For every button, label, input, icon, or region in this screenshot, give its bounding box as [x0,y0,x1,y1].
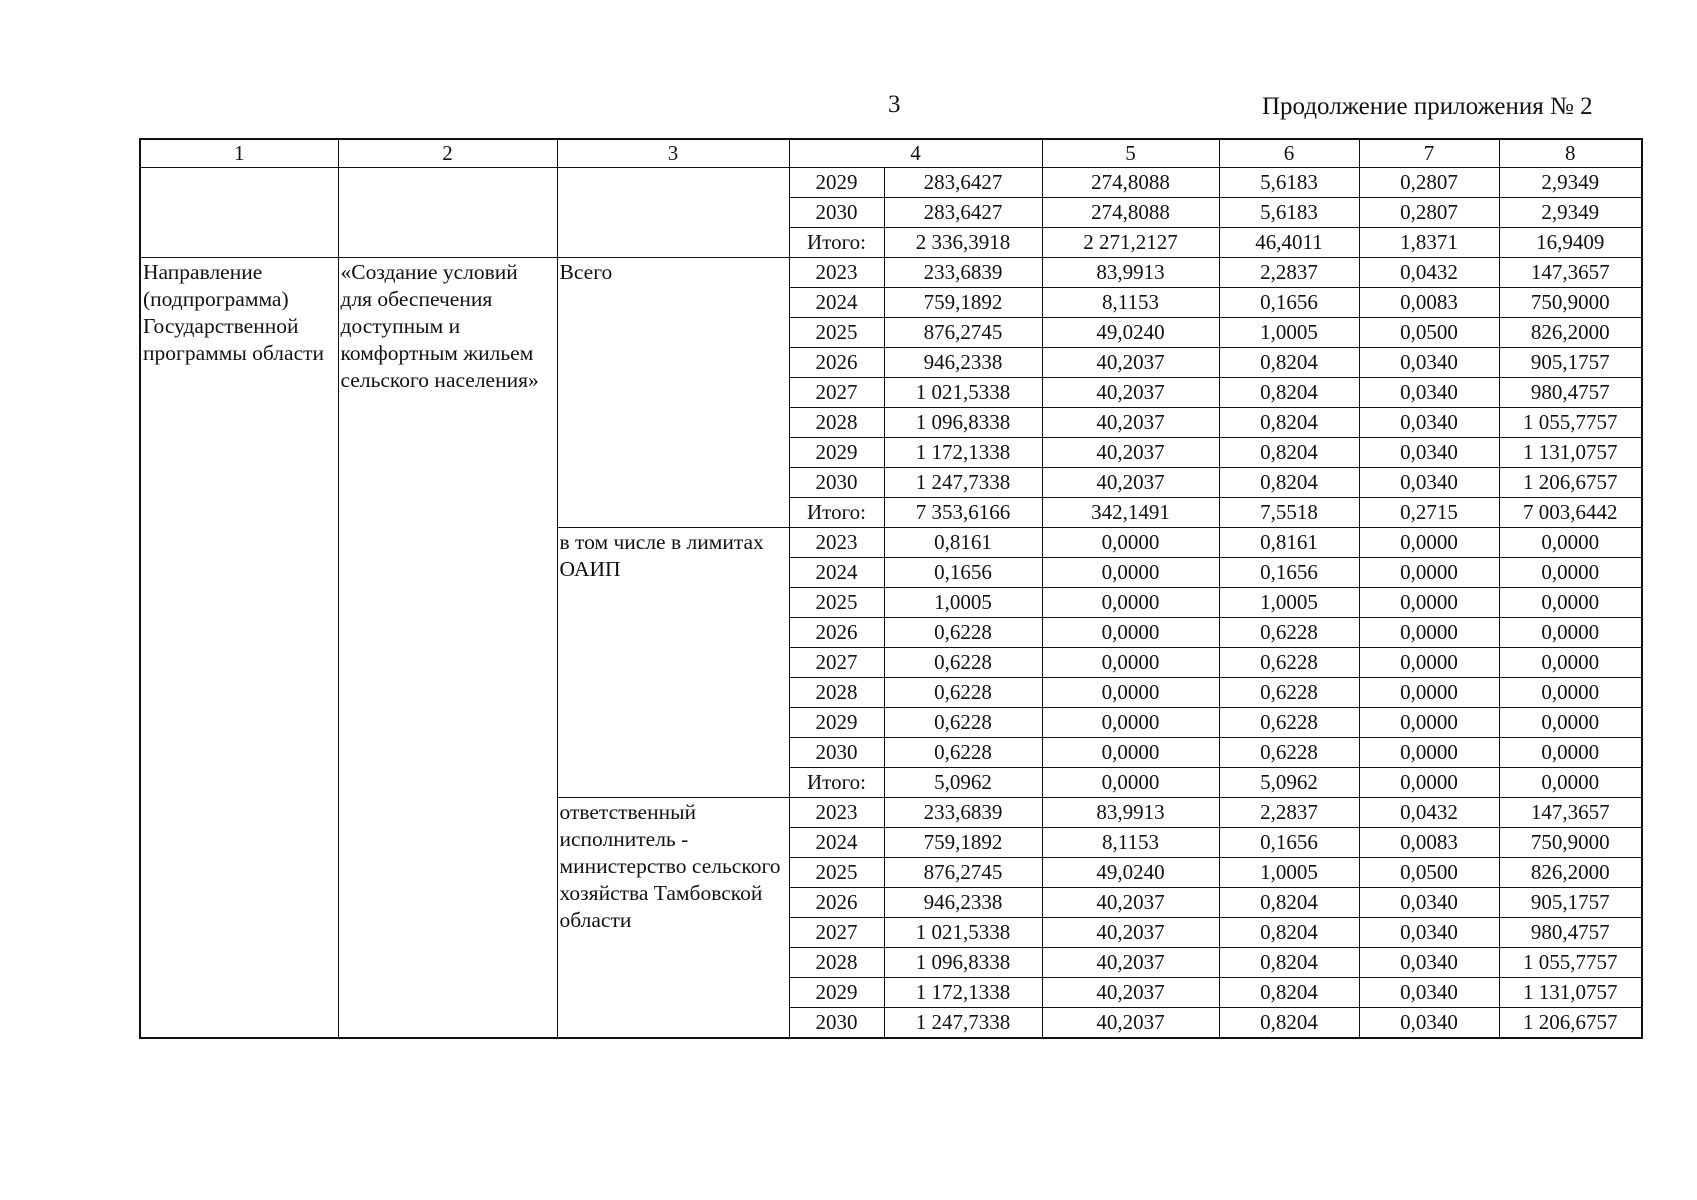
amount-cell: 1,0005 [1219,588,1359,618]
amount-cell: 946,2338 [884,888,1042,918]
amount-cell: 876,2745 [884,858,1042,888]
amount-cell: 0,2807 [1359,168,1499,198]
year-cell: 2029 [789,438,884,468]
column-number-cell: 3 [557,139,789,168]
direction-name-cell: «Создание условий для обеспечения доступным и комфортным жильем сельского населения» [338,258,557,1039]
amount-cell: 40,2037 [1042,408,1219,438]
amount-cell: 0,0000 [1042,648,1219,678]
amount-cell: 826,2000 [1499,318,1642,348]
amount-cell: 40,2037 [1042,978,1219,1008]
year-cell: 2027 [789,648,884,678]
amount-cell: 1 021,5338 [884,918,1042,948]
amount-cell: 0,0432 [1359,258,1499,288]
amount-cell: 0,0000 [1042,678,1219,708]
amount-cell: 2 336,3918 [884,228,1042,258]
funding-group-label: в том числе в лимитах ОАИП [557,528,789,798]
amount-cell: 0,0000 [1042,558,1219,588]
year-cell: 2029 [789,708,884,738]
amount-cell: 83,9913 [1042,798,1219,828]
amount-cell: 0,6228 [1219,648,1359,678]
amount-cell: 0,0340 [1359,978,1499,1008]
year-cell: 2024 [789,828,884,858]
amount-cell: 233,6839 [884,258,1042,288]
amount-cell: 980,4757 [1499,918,1642,948]
amount-cell: 0,0000 [1359,618,1499,648]
amount-cell: 2,9349 [1499,198,1642,228]
amount-cell: 0,8204 [1219,1008,1359,1039]
amount-cell: 980,4757 [1499,378,1642,408]
amount-cell: 0,0000 [1359,558,1499,588]
year-cell: 2024 [789,558,884,588]
year-cell: 2029 [789,978,884,1008]
column-number-cell: 2 [338,139,557,168]
amount-cell: 7 353,6166 [884,498,1042,528]
column-number-cell: 8 [1499,139,1642,168]
column-number-cell: 4 [789,139,1042,168]
amount-cell: 2,9349 [1499,168,1642,198]
amount-cell: 0,0000 [1499,738,1642,768]
amount-cell: 905,1757 [1499,888,1642,918]
column-number-cell: 6 [1219,139,1359,168]
amount-cell: 2,2837 [1219,798,1359,828]
amount-cell: 0,0000 [1359,648,1499,678]
amount-cell: 0,6228 [884,618,1042,648]
amount-cell: 0,0500 [1359,318,1499,348]
amount-cell: 0,0340 [1359,1008,1499,1039]
amount-cell: 0,2807 [1359,198,1499,228]
amount-cell: 0,0340 [1359,348,1499,378]
amount-cell: 0,8204 [1219,948,1359,978]
appendix-continuation-title: Продолжение приложения № 2 [1262,93,1593,120]
amount-cell: 0,0000 [1359,738,1499,768]
budget-table [139,138,1643,1039]
amount-cell: 0,0340 [1359,438,1499,468]
amount-cell: 40,2037 [1042,888,1219,918]
amount-cell: 0,8204 [1219,978,1359,1008]
amount-cell: 0,0000 [1499,558,1642,588]
amount-cell: 0,0083 [1359,828,1499,858]
amount-cell: 0,8204 [1219,468,1359,498]
funding-group-label: Всего [557,258,789,528]
amount-cell: 0,8161 [1219,528,1359,558]
amount-cell: 0,0000 [1042,708,1219,738]
funding-group-label: ответственный исполнитель - министерство сельского хозяйства Тамбовской области [557,798,789,1039]
amount-cell: 905,1757 [1499,348,1642,378]
year-cell: 2029 [789,168,884,198]
amount-cell: 0,6228 [884,708,1042,738]
amount-cell: 0,0340 [1359,888,1499,918]
amount-cell: 0,0432 [1359,798,1499,828]
amount-cell: 0,0000 [1499,648,1642,678]
amount-cell: 0,0000 [1042,768,1219,798]
amount-cell: 0,1656 [1219,828,1359,858]
year-cell: 2027 [789,378,884,408]
amount-cell: 1 206,6757 [1499,1008,1642,1039]
amount-cell: 1 055,7757 [1499,948,1642,978]
amount-cell: 0,6228 [1219,618,1359,648]
amount-cell: 0,8204 [1219,408,1359,438]
amount-cell: 1 021,5338 [884,378,1042,408]
amount-cell: 5,6183 [1219,198,1359,228]
amount-cell: 0,0000 [1359,678,1499,708]
amount-cell: 1,0005 [1219,318,1359,348]
amount-cell: 2,2837 [1219,258,1359,288]
amount-cell: 0,6228 [1219,738,1359,768]
amount-cell: 274,8088 [1042,198,1219,228]
amount-cell: 5,0962 [884,768,1042,798]
amount-cell: 0,0000 [1499,528,1642,558]
amount-cell: 0,0000 [1499,768,1642,798]
amount-cell: 147,3657 [1499,258,1642,288]
year-cell: 2026 [789,348,884,378]
amount-cell: 0,0000 [1042,588,1219,618]
amount-cell: 40,2037 [1042,918,1219,948]
amount-cell: 0,1656 [1219,288,1359,318]
amount-cell: 40,2037 [1042,438,1219,468]
amount-cell: 0,6228 [884,648,1042,678]
column-number-cell: 7 [1359,139,1499,168]
amount-cell: 0,6228 [884,738,1042,768]
year-cell: 2028 [789,678,884,708]
amount-cell: 283,6427 [884,168,1042,198]
amount-cell: 0,0000 [1042,618,1219,648]
amount-cell: 83,9913 [1042,258,1219,288]
budget-table-body [140,139,1642,1038]
amount-cell: 1 247,7338 [884,468,1042,498]
amount-cell: 0,0000 [1042,738,1219,768]
year-cell: 2027 [789,918,884,948]
amount-cell: 16,9409 [1499,228,1642,258]
amount-cell: 40,2037 [1042,948,1219,978]
amount-cell: 2 271,2127 [1042,228,1219,258]
amount-cell: 0,0000 [1499,618,1642,648]
amount-cell: 0,1656 [1219,558,1359,588]
year-cell: 2024 [789,288,884,318]
column-number-row [140,139,1642,168]
amount-cell: 0,0083 [1359,288,1499,318]
amount-cell: 40,2037 [1042,378,1219,408]
amount-cell: 0,8204 [1219,378,1359,408]
amount-cell: 40,2037 [1042,1008,1219,1039]
year-cell: 2026 [789,888,884,918]
year-cell: 2023 [789,258,884,288]
amount-cell: 1 131,0757 [1499,978,1642,1008]
amount-cell: 7 003,6442 [1499,498,1642,528]
year-cell: 2030 [789,468,884,498]
year-cell: 2030 [789,1008,884,1039]
year-cell: Итого: [789,498,884,528]
amount-cell: 0,2715 [1359,498,1499,528]
amount-cell: 274,8088 [1042,168,1219,198]
amount-cell: 876,2745 [884,318,1042,348]
table-row [140,168,1642,198]
amount-cell: 0,0000 [1499,678,1642,708]
amount-cell: 0,6228 [1219,708,1359,738]
continued-cell-col1 [140,168,338,258]
amount-cell: 1,0005 [1219,858,1359,888]
amount-cell: 946,2338 [884,348,1042,378]
amount-cell: 40,2037 [1042,468,1219,498]
year-cell: 2025 [789,318,884,348]
year-cell: 2023 [789,528,884,558]
year-cell: 2030 [789,738,884,768]
amount-cell: 0,0340 [1359,378,1499,408]
amount-cell: 0,6228 [1219,678,1359,708]
year-cell: 2025 [789,588,884,618]
year-cell: 2026 [789,618,884,648]
amount-cell: 0,0000 [1359,708,1499,738]
amount-cell: 7,5518 [1219,498,1359,528]
amount-cell: 1,0005 [884,588,1042,618]
amount-cell: 0,0000 [1359,768,1499,798]
year-cell: 2028 [789,408,884,438]
amount-cell: 1 096,8338 [884,408,1042,438]
amount-cell: 46,4011 [1219,228,1359,258]
amount-cell: 750,9000 [1499,828,1642,858]
year-cell: Итого: [789,228,884,258]
amount-cell: 759,1892 [884,288,1042,318]
amount-cell: 0,0340 [1359,948,1499,978]
table-row [140,258,1642,288]
amount-cell: 0,8161 [884,528,1042,558]
amount-cell: 0,0340 [1359,918,1499,948]
amount-cell: 1 096,8338 [884,948,1042,978]
amount-cell: 0,8204 [1219,438,1359,468]
amount-cell: 1 206,6757 [1499,468,1642,498]
amount-cell: 8,1153 [1042,828,1219,858]
amount-cell: 0,1656 [884,558,1042,588]
amount-cell: 0,8204 [1219,888,1359,918]
year-cell: 2025 [789,858,884,888]
amount-cell: 1,8371 [1359,228,1499,258]
year-cell: Итого: [789,768,884,798]
amount-cell: 283,6427 [884,198,1042,228]
direction-type-cell: Направление (подпрограмма) Государственной программы области [140,258,338,1039]
page-number: 3 [888,91,901,118]
amount-cell: 5,0962 [1219,768,1359,798]
column-number-cell: 5 [1042,139,1219,168]
amount-cell: 49,0240 [1042,858,1219,888]
amount-cell: 147,3657 [1499,798,1642,828]
amount-cell: 0,6228 [884,678,1042,708]
amount-cell: 1 247,7338 [884,1008,1042,1039]
amount-cell: 826,2000 [1499,858,1642,888]
amount-cell: 750,9000 [1499,288,1642,318]
amount-cell: 0,0000 [1359,528,1499,558]
amount-cell: 0,0340 [1359,408,1499,438]
amount-cell: 759,1892 [884,828,1042,858]
amount-cell: 233,6839 [884,798,1042,828]
year-cell: 2023 [789,798,884,828]
amount-cell: 0,0000 [1499,708,1642,738]
column-number-cell: 1 [140,139,338,168]
amount-cell: 0,8204 [1219,918,1359,948]
amount-cell: 342,1491 [1042,498,1219,528]
amount-cell: 1 172,1338 [884,978,1042,1008]
continued-cell-col2 [338,168,557,258]
amount-cell: 1 172,1338 [884,438,1042,468]
amount-cell: 5,6183 [1219,168,1359,198]
amount-cell: 0,0000 [1042,528,1219,558]
year-cell: 2030 [789,198,884,228]
year-cell: 2028 [789,948,884,978]
amount-cell: 0,0340 [1359,468,1499,498]
amount-cell: 49,0240 [1042,318,1219,348]
amount-cell: 1 131,0757 [1499,438,1642,468]
amount-cell: 0,0000 [1499,588,1642,618]
amount-cell: 0,8204 [1219,348,1359,378]
amount-cell: 1 055,7757 [1499,408,1642,438]
amount-cell: 0,0500 [1359,858,1499,888]
amount-cell: 40,2037 [1042,348,1219,378]
continued-cell-col3 [557,168,789,258]
amount-cell: 8,1153 [1042,288,1219,318]
amount-cell: 0,0000 [1359,588,1499,618]
